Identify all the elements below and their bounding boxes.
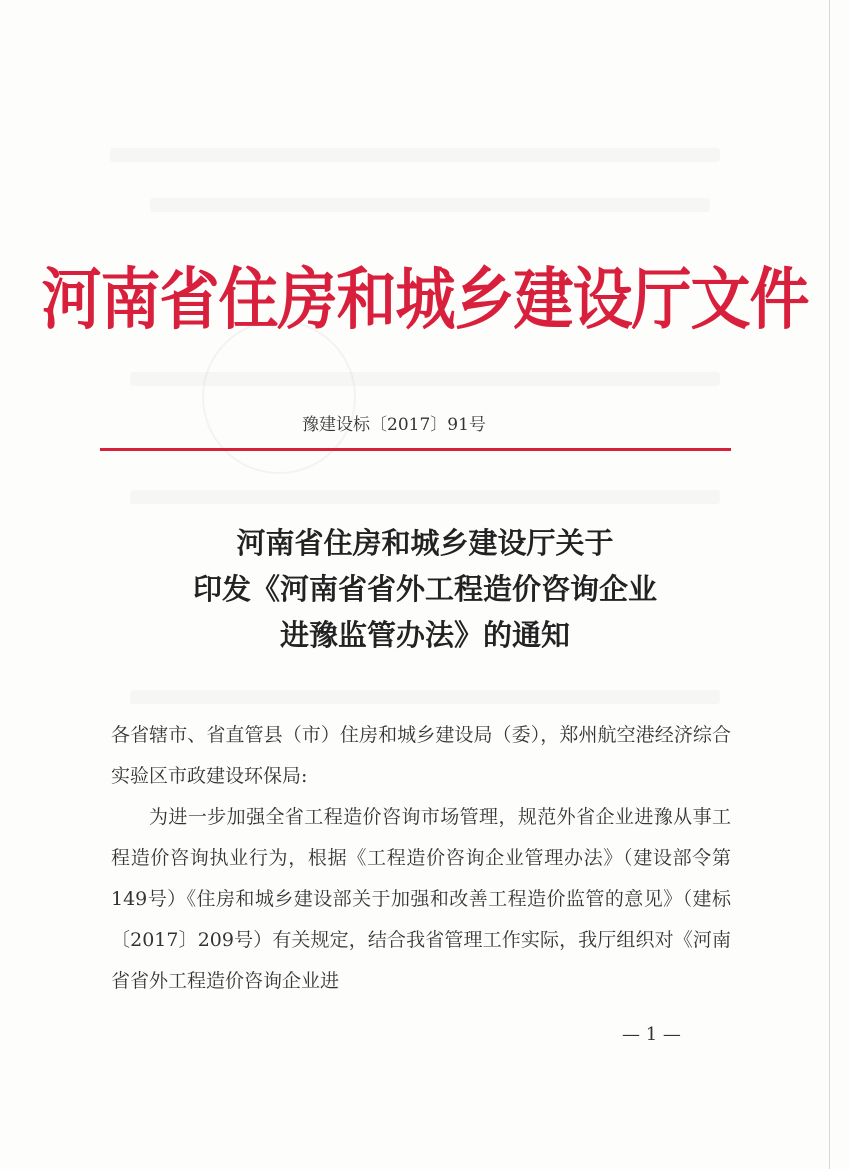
bleed-through-line [150,198,710,212]
notice-body [111,715,731,1002]
addressee-paragraph: 各省辖市、省直管县（市）住房和城乡建设局（委），郑州航空港经济综合实验区市政建设环保局: [111,724,731,787]
bleed-through-line [130,490,720,504]
masthead-divider [100,448,731,451]
notice-title [0,520,850,658]
document-number: 豫建设标〔2017〕91号 [302,415,486,435]
bleed-through-line [130,690,720,704]
page-number: — 1 — [622,1024,681,1045]
document-masthead: 河南省住房和城乡建设厅文件 [41,260,809,340]
title-line-2: 印发《河南省省外工程造价咨询企业 [192,572,657,606]
title-line-3: 进豫监管办法》的通知 [279,618,570,652]
title-line-1: 河南省住房和城乡建设厅关于 [236,526,614,560]
body-paragraph: 为进一步加强全省工程造价咨询市场管理，规范外省企业进豫从事工程造价咨询执业行为，根据《工程造价咨询企业管理办法》（建设部令第149号）《住房和城乡建设部关于加强和改善工程造价监管的意见》（建标〔2017〕209号）有关规定，结合我省管理工作实际，我厅组织对《河南省省外工程造价咨询企业进 [111,806,731,992]
bleed-through-line [110,148,720,162]
